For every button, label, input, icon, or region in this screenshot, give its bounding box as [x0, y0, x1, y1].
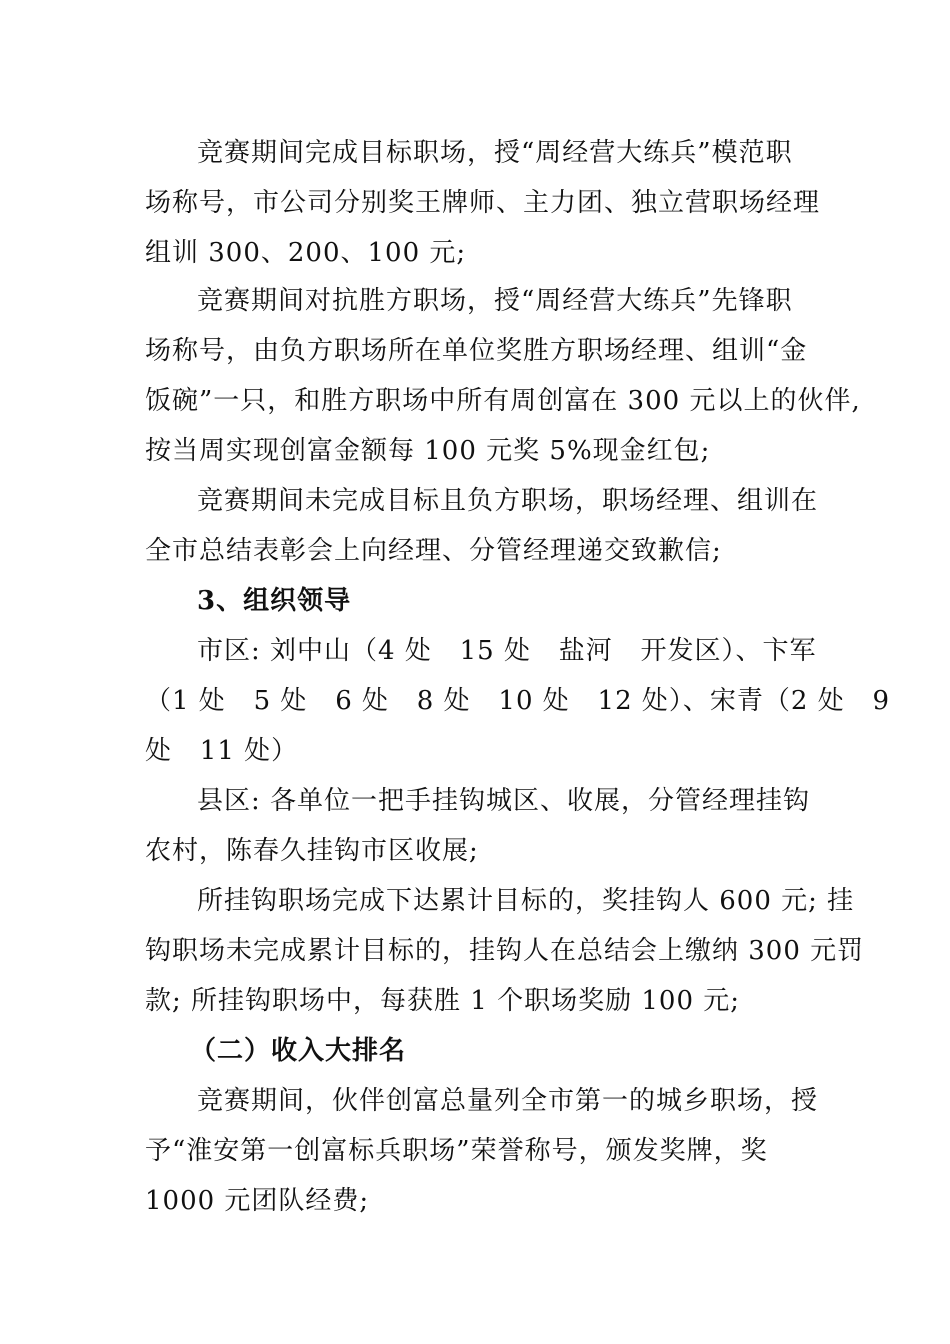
paragraph-2-line-4: 按当周实现创富金额每 100 元奖 5%现金红包; [145, 436, 711, 466]
paragraph-4-line-1: 市区: 刘中山（4 处 15 处 盐河 开发区）、卞军 [197, 636, 817, 666]
paragraph-6-line-2: 钩职场未完成累计目标的，挂钩人在总结会上缴纳 300 元罚 [145, 936, 865, 966]
paragraph-5-line-1: 县区: 各单位一把手挂钩城区、收展，分管经理挂钩 [197, 786, 811, 816]
paragraph-7-line-2: 予“淮安第一创富标兵职场”荣誉称号，颁发奖牌，奖 [145, 1136, 768, 1166]
paragraph-4-line-2: （1 处 5 处 6 处 8 处 10 处 12 处）、宋青（2 处 9 [145, 686, 891, 716]
paragraph-2-line-2: 场称号，由负方职场所在单位奖胜方职场经理、组训“金 [145, 336, 808, 366]
paragraph-1-line-2: 场称号，市公司分别奖王牌师、主力团、独立营职场经理 [145, 188, 821, 218]
paragraph-7-line-1: 竞赛期间，伙伴创富总量列全市第一的城乡职场，授 [197, 1086, 819, 1116]
paragraph-3-line-1: 竞赛期间未完成目标且负方职场，职场经理、组训在 [197, 486, 819, 516]
paragraph-2-line-1: 竞赛期间对抗胜方职场，授“周经营大练兵”先锋职 [197, 286, 793, 316]
paragraph-1-line-3: 组训 300、200、100 元; [145, 238, 467, 268]
paragraph-6-line-1: 所挂钩职场完成下达累计目标的，奖挂钩人 600 元; 挂 [197, 886, 855, 916]
paragraph-6-line-3: 款; 所挂钩职场中，每获胜 1 个职场奖励 100 元; [145, 986, 741, 1016]
paragraph-7-line-3: 1000 元团队经费; [145, 1186, 370, 1216]
paragraph-5-line-2: 农村，陈春久挂钩市区收展; [145, 836, 479, 866]
paragraph-1-line-1: 竞赛期间完成目标职场，授“周经营大练兵”模范职 [197, 138, 793, 168]
section-heading-organization: 3、组织领导 [197, 586, 352, 616]
paragraph-2-line-3: 饭碗”一只，和胜方职场中所有周创富在 300 元以上的伙伴, [145, 386, 861, 416]
paragraph-3-line-2: 全市总结表彰会上向经理、分管经理递交致歉信; [145, 536, 722, 566]
paragraph-4-line-3: 处 11 处） [145, 736, 299, 766]
section-heading-income-ranking: （二）收入大排名 [190, 1036, 407, 1066]
